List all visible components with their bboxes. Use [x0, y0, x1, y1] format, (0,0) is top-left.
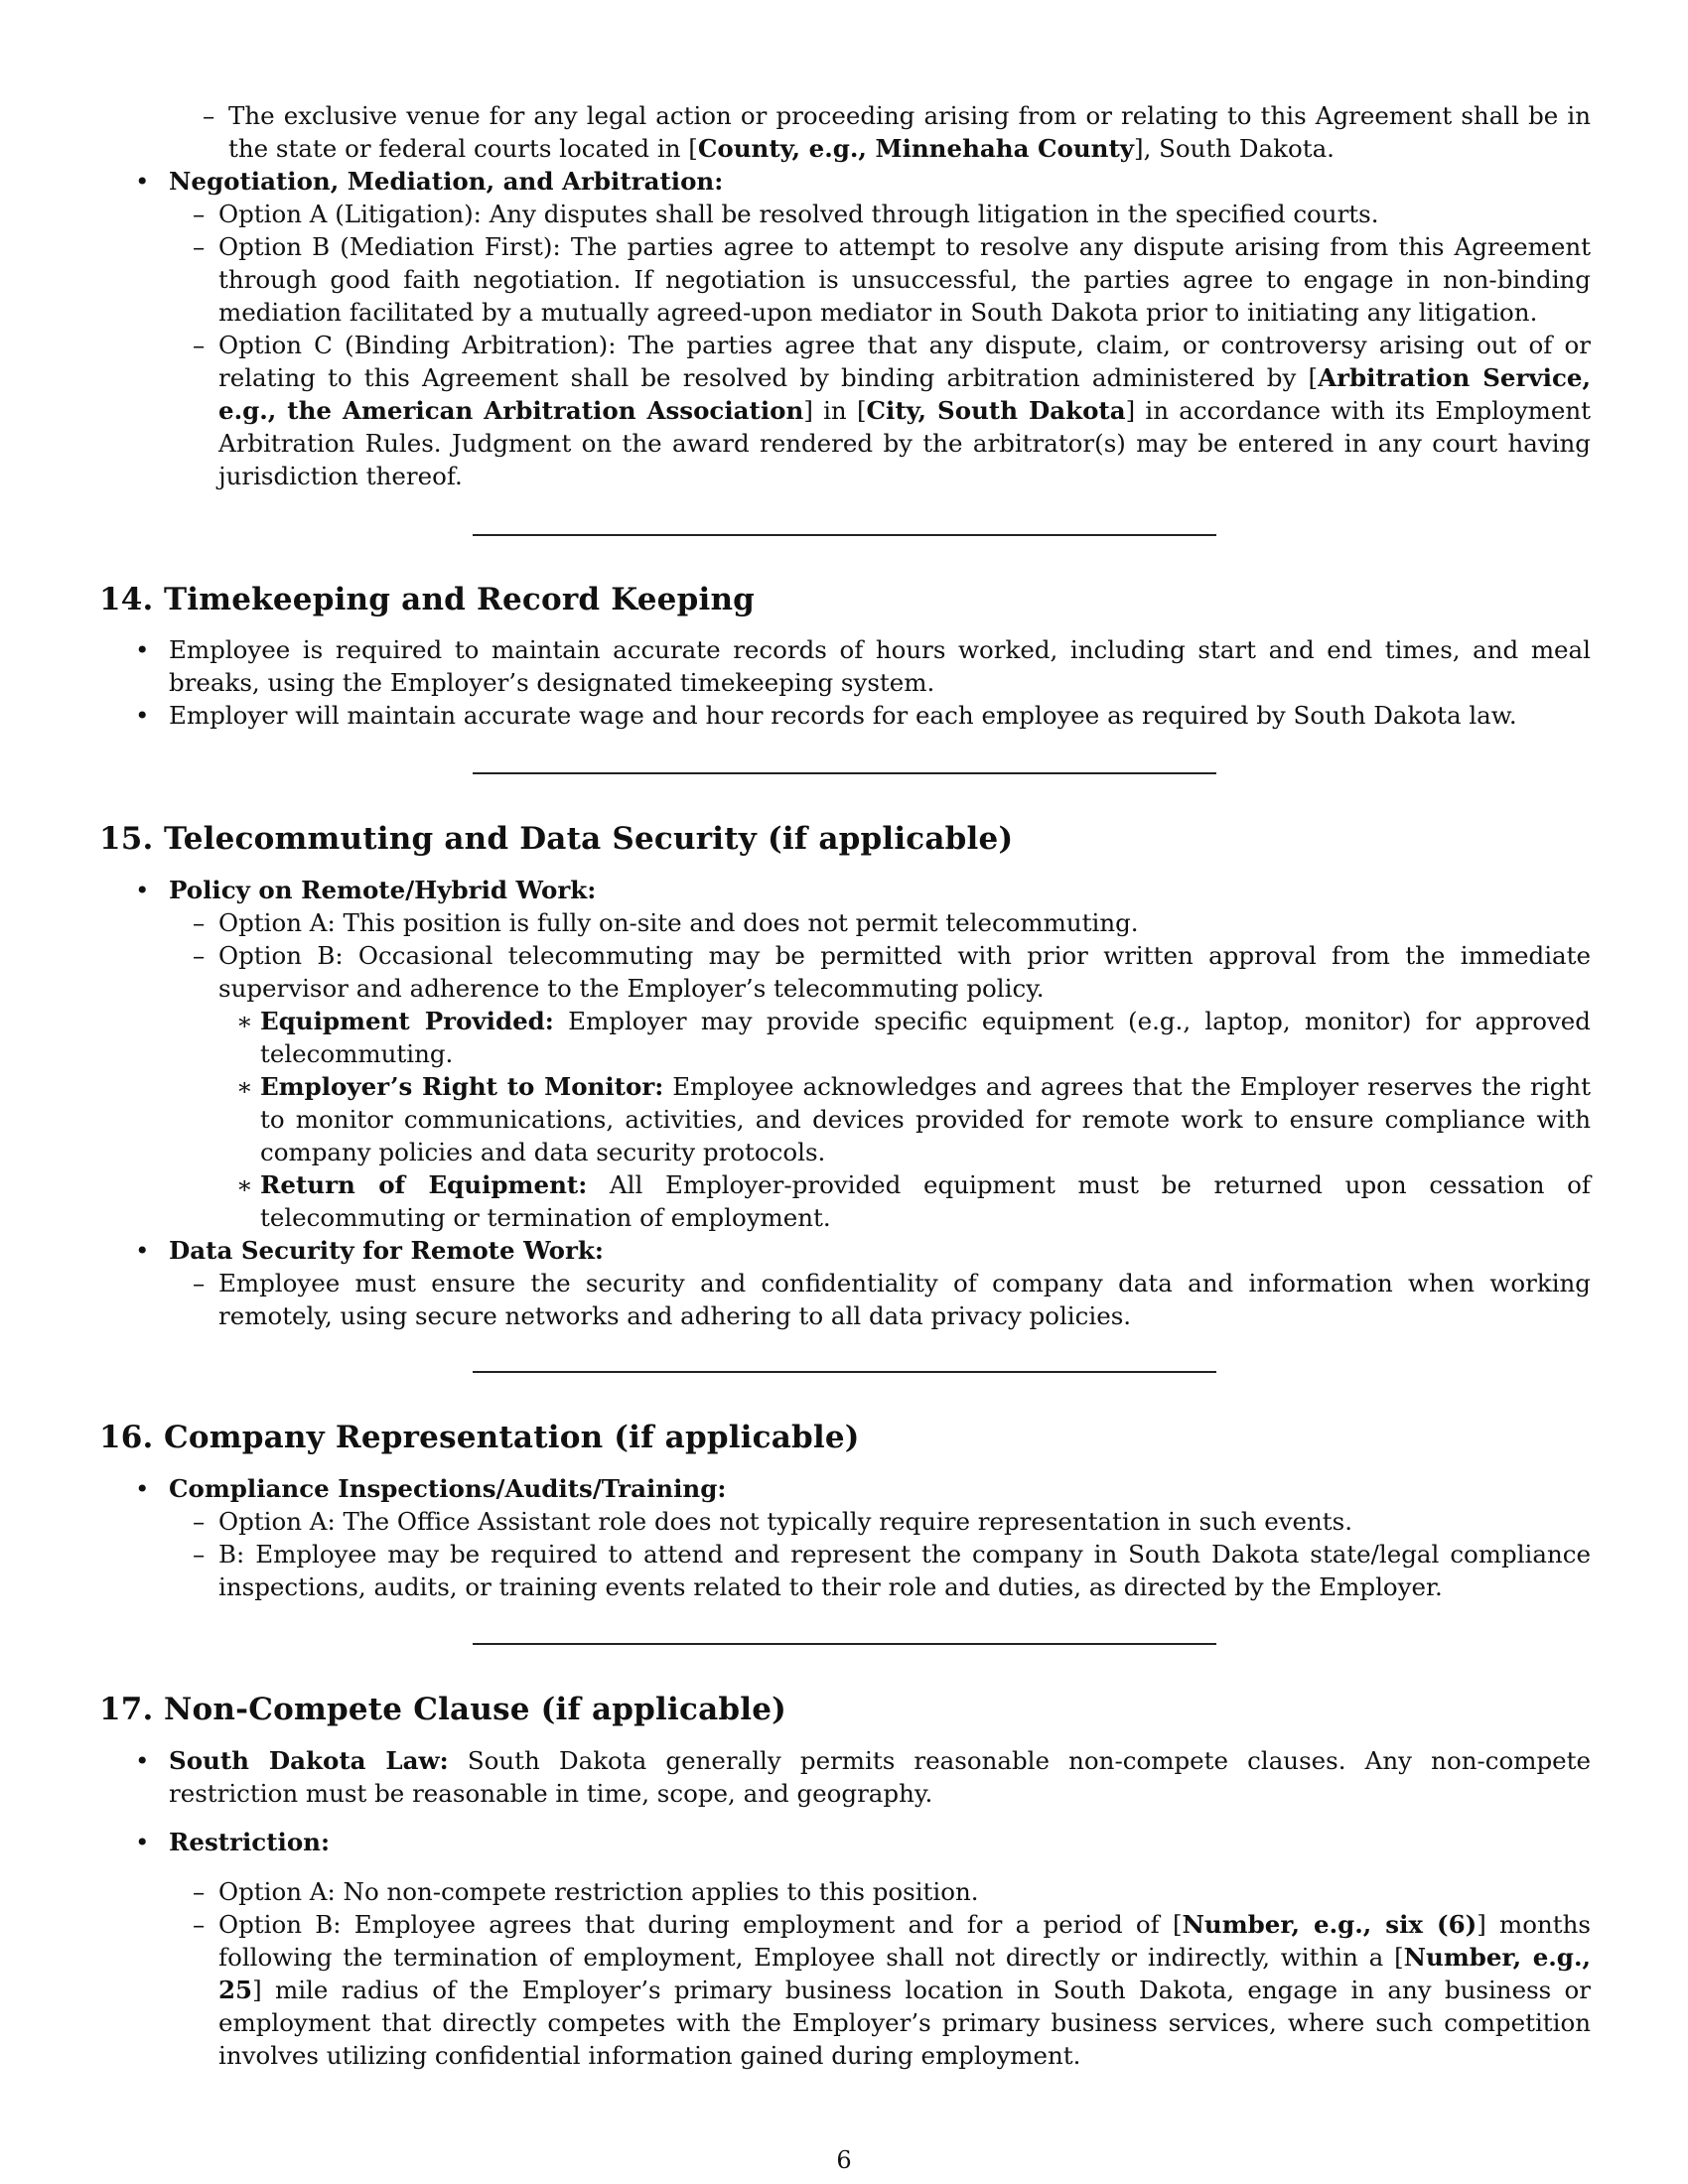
data-security-bullet — [99, 1234, 1591, 1332]
list-item: • Employer will maintain accurate wage and hour records for each employee as required by South Dakota law. — [99, 699, 1591, 732]
city-placeholder: City, South Dakota — [866, 396, 1126, 425]
section-number: 14. — [99, 582, 154, 617]
page-number: 6 — [836, 2146, 852, 2174]
section-14-body — [99, 633, 1591, 732]
remote-policy-heading: Policy on Remote/Hybrid Work: — [169, 876, 597, 904]
sub-label: Employer’s Right to Monitor: — [260, 1072, 664, 1101]
months-placeholder: Number, e.g., six (6) — [1182, 1910, 1477, 1939]
option-b-text: Option B: Employee agrees that during employment and for a period of [ — [218, 1910, 1183, 1939]
section-title: Non-Compete Clause (if applicable) — [164, 1692, 787, 1727]
sd-law-label: South Dakota Law: — [169, 1746, 449, 1775]
section-14-heading — [99, 580, 755, 619]
venue-text: The exclusive venue for any legal action or proceeding arising from or relating to this Agreement shall be in the state or federal courts located in [ — [228, 101, 1591, 163]
section-title: Company Representation (if applicable) — [164, 1420, 860, 1455]
restriction-bullet — [99, 1826, 1591, 2072]
sd-law-text: South Dakota generally permits reasonable non-compete clauses. Any non-compete restriction must be reasonable in time, scope, and geography. — [169, 1746, 1591, 1808]
compliance-option-b: – B: Employee may be required to attend and represent the company in South Dakota state/legal compliance inspections, audits, or training events related to their role and duties, as directed by the Employer. — [159, 1538, 1591, 1603]
section-divider — [473, 772, 1216, 774]
equipment-provided-item — [209, 1005, 1591, 1070]
section-title: Timekeeping and Record Keeping — [164, 582, 756, 617]
section-number: 15. — [99, 821, 154, 857]
section-17-body — [99, 1744, 1591, 2072]
list-item: • Employee is required to maintain accurate records of hours worked, including start and end times, and meal breaks, using the Employer’s designated timekeeping system. — [99, 633, 1591, 699]
remote-policy-bullet — [99, 874, 1591, 1234]
restriction-option-a: – Option A: No non-compete restriction applies to this position. — [159, 1875, 1591, 1908]
compliance-bullet — [99, 1472, 1591, 1603]
section-16-heading — [99, 1418, 860, 1457]
sub-text: All Employer-provided equipment must be returned upon cessation of telecommuting or termination of employment. — [260, 1170, 1591, 1232]
return-equipment-item — [209, 1168, 1591, 1234]
negotiation-option-c — [159, 329, 1591, 492]
remote-option-a: – Option A: This position is fully on-site and does not permit telecommuting. — [159, 906, 1591, 939]
remote-option-b — [159, 939, 1591, 1234]
venue-item-wrapper — [99, 99, 1591, 165]
arbitration-service-placeholder: Arbitration Service, e.g., the American Arbitration Association — [218, 363, 1591, 425]
sub-text: Employee acknowledges and agrees that the Employer reserves the right to monitor communications, activities, and devices provided for remote work to ensure compliance with company policies and data security protocols. — [260, 1072, 1591, 1166]
option-c-text: Option C (Binding Arbitration): The parties agree that any dispute, claim, or controversy arising out of or relating to this Agreement shall be resolved by binding arbitration administered by [ — [218, 331, 1591, 392]
sub-label: Return of Equipment: — [260, 1170, 588, 1199]
section-13-continued — [99, 99, 1591, 492]
remote-option-b-text: Option B: Occasional telecommuting may be permitted with prior written approval from the immediate supervisor and adherence to the Employer’s telecommuting policy. — [218, 941, 1591, 1003]
section-number: 17. — [99, 1692, 154, 1727]
compliance-heading: Compliance Inspections/Audits/Training: — [169, 1474, 727, 1503]
section-divider — [473, 534, 1216, 536]
negotiation-bullet — [99, 165, 1591, 492]
option-b-mid: ] months following the termination of employment, Employee shall not directly or indirectly, within a [ — [218, 1910, 1591, 1972]
county-placeholder: County, e.g., Minnehaha County — [697, 134, 1135, 163]
section-17-heading — [99, 1690, 786, 1729]
option-c-end: ] in accordance with its Employment Arbitration Rules. Judgment on the award rendered by the arbitrator(s) may be entered in any court having jurisdiction thereof. — [218, 396, 1592, 490]
option-b-end: ] mile radius of the Employer’s primary business location in South Dakota, engage in any business or employment that directly competes with the Employer’s primary business services, where such competition involves utilizing confidential information gained during employment. — [218, 1976, 1591, 2070]
sub-text: Employer may provide specific equipment (e.g., laptop, monitor) for approved telecommuting. — [260, 1007, 1591, 1068]
section-15-heading — [99, 819, 1013, 859]
section-divider — [473, 1371, 1216, 1373]
data-security-text: – Employee must ensure the security and confidentiality of company data and information when working remotely, using secure networks and adhering to all data privacy policies. — [159, 1267, 1591, 1332]
sub-label: Equipment Provided: — [260, 1007, 554, 1035]
section-16-body — [99, 1472, 1591, 1603]
sd-law-bullet — [99, 1744, 1591, 1810]
miles-placeholder: Number, e.g., 25 — [218, 1943, 1591, 2004]
venue-item — [169, 99, 1591, 165]
restriction-option-b — [159, 1908, 1591, 2072]
compliance-option-a: – Option A: The Office Assistant role does not typically require representation in such events. — [159, 1505, 1591, 1538]
section-divider — [473, 1643, 1216, 1645]
section-number: 16. — [99, 1420, 154, 1455]
section-15-body — [99, 874, 1591, 1332]
data-security-heading: Data Security for Remote Work: — [169, 1236, 604, 1265]
venue-text-end: ], South Dakota. — [1134, 134, 1335, 163]
section-title: Telecommuting and Data Security (if applicable) — [164, 821, 1014, 857]
negotiation-option-a: – Option A (Litigation): Any disputes shall be resolved through litigation in the specified courts. — [159, 198, 1591, 230]
restriction-heading: Restriction: — [169, 1828, 331, 1856]
option-c-mid: ] in [ — [803, 396, 867, 425]
negotiation-heading: Negotiation, Mediation, and Arbitration: — [169, 167, 724, 196]
negotiation-option-b: – Option B (Mediation First): The parties agree to attempt to resolve any dispute arising from this Agreement through good faith negotiation. If negotiation is unsuccessful, the parties agree to engage in non-binding mediation facilitated by a mutually agreed-upon mediator in South Dakota prior to initiating any litigation. — [159, 230, 1591, 329]
right-to-monitor-item — [209, 1070, 1591, 1168]
